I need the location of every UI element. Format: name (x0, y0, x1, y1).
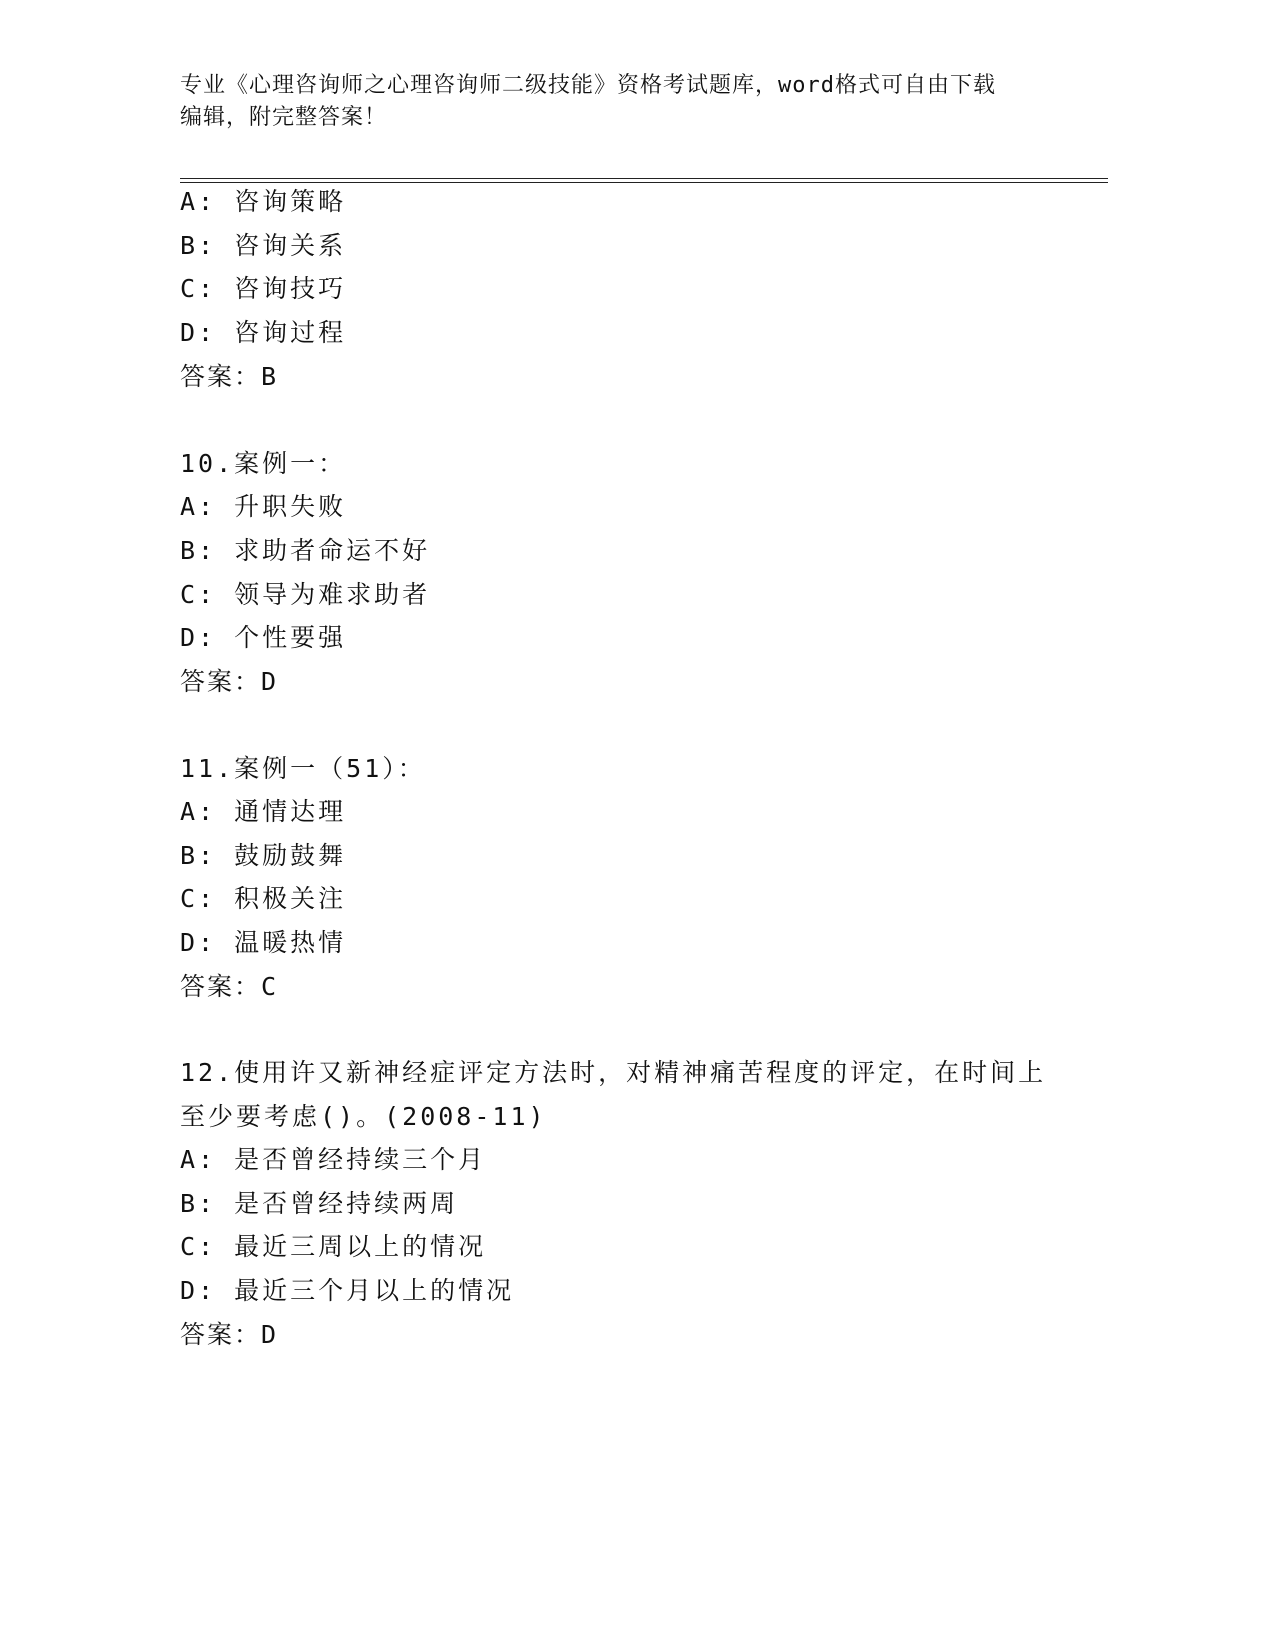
q10-option-c: C: 领导为难求助者 (180, 580, 431, 609)
header-divider (180, 178, 1108, 183)
q11-stem: 11.案例一（51）： (180, 754, 426, 783)
q12-stem-line1: 12.使用许又新神经症评定方法时，对精神痛苦程度的评定，在时间上 (180, 1058, 1047, 1087)
q12-option-c: C: 最近三周以上的情况 (180, 1232, 487, 1261)
q9-answer (180, 361, 278, 393)
q12-answer (180, 1319, 278, 1351)
q12-stem-line2: 至少要考虑()。(2008-11) (180, 1102, 547, 1131)
q11-option-b: B: 鼓励鼓舞 (180, 841, 347, 870)
answer-value: B (261, 362, 279, 391)
q10-option-a: A: 升职失败 (180, 492, 347, 521)
answer-label: 答案： (180, 667, 262, 696)
q10-answer (180, 666, 278, 698)
q11-option-a: A: 通情达理 (180, 797, 347, 826)
answer-value: D (261, 667, 279, 696)
q9-option-d: D: 咨询过程 (180, 318, 347, 347)
q12-option-a: A: 是否曾经持续三个月 (180, 1145, 487, 1174)
answer-label: 答案： (180, 972, 262, 1001)
q11-answer (180, 971, 278, 1003)
q11-option-c: C: 积极关注 (180, 884, 347, 913)
q10-stem: 10.案例一： (180, 449, 347, 478)
q12-option-b: B: 是否曾经持续两周 (180, 1189, 459, 1218)
q9-option-a: A: 咨询策略 (180, 187, 347, 216)
answer-label: 答案： (180, 362, 262, 391)
q9-option-c: C: 咨询技巧 (180, 274, 347, 303)
q9-option-b: B: 咨询关系 (180, 231, 347, 260)
answer-value: C (261, 972, 279, 1001)
q12-option-d: D: 最近三个月以上的情况 (180, 1276, 515, 1305)
answer-label: 答案： (180, 1320, 262, 1349)
header-title-line1: 专业《心理咨询师之心理咨询师二级技能》资格考试题库，word格式可自由下载 (180, 73, 996, 98)
q11-option-d: D: 温暖热情 (180, 928, 347, 957)
q10-option-b: B: 求助者命运不好 (180, 536, 431, 565)
document-header (180, 70, 1060, 134)
header-title-line2: 编辑，附完整答案！ (180, 105, 388, 130)
answer-value: D (261, 1320, 279, 1349)
q10-option-d: D: 个性要强 (180, 623, 347, 652)
